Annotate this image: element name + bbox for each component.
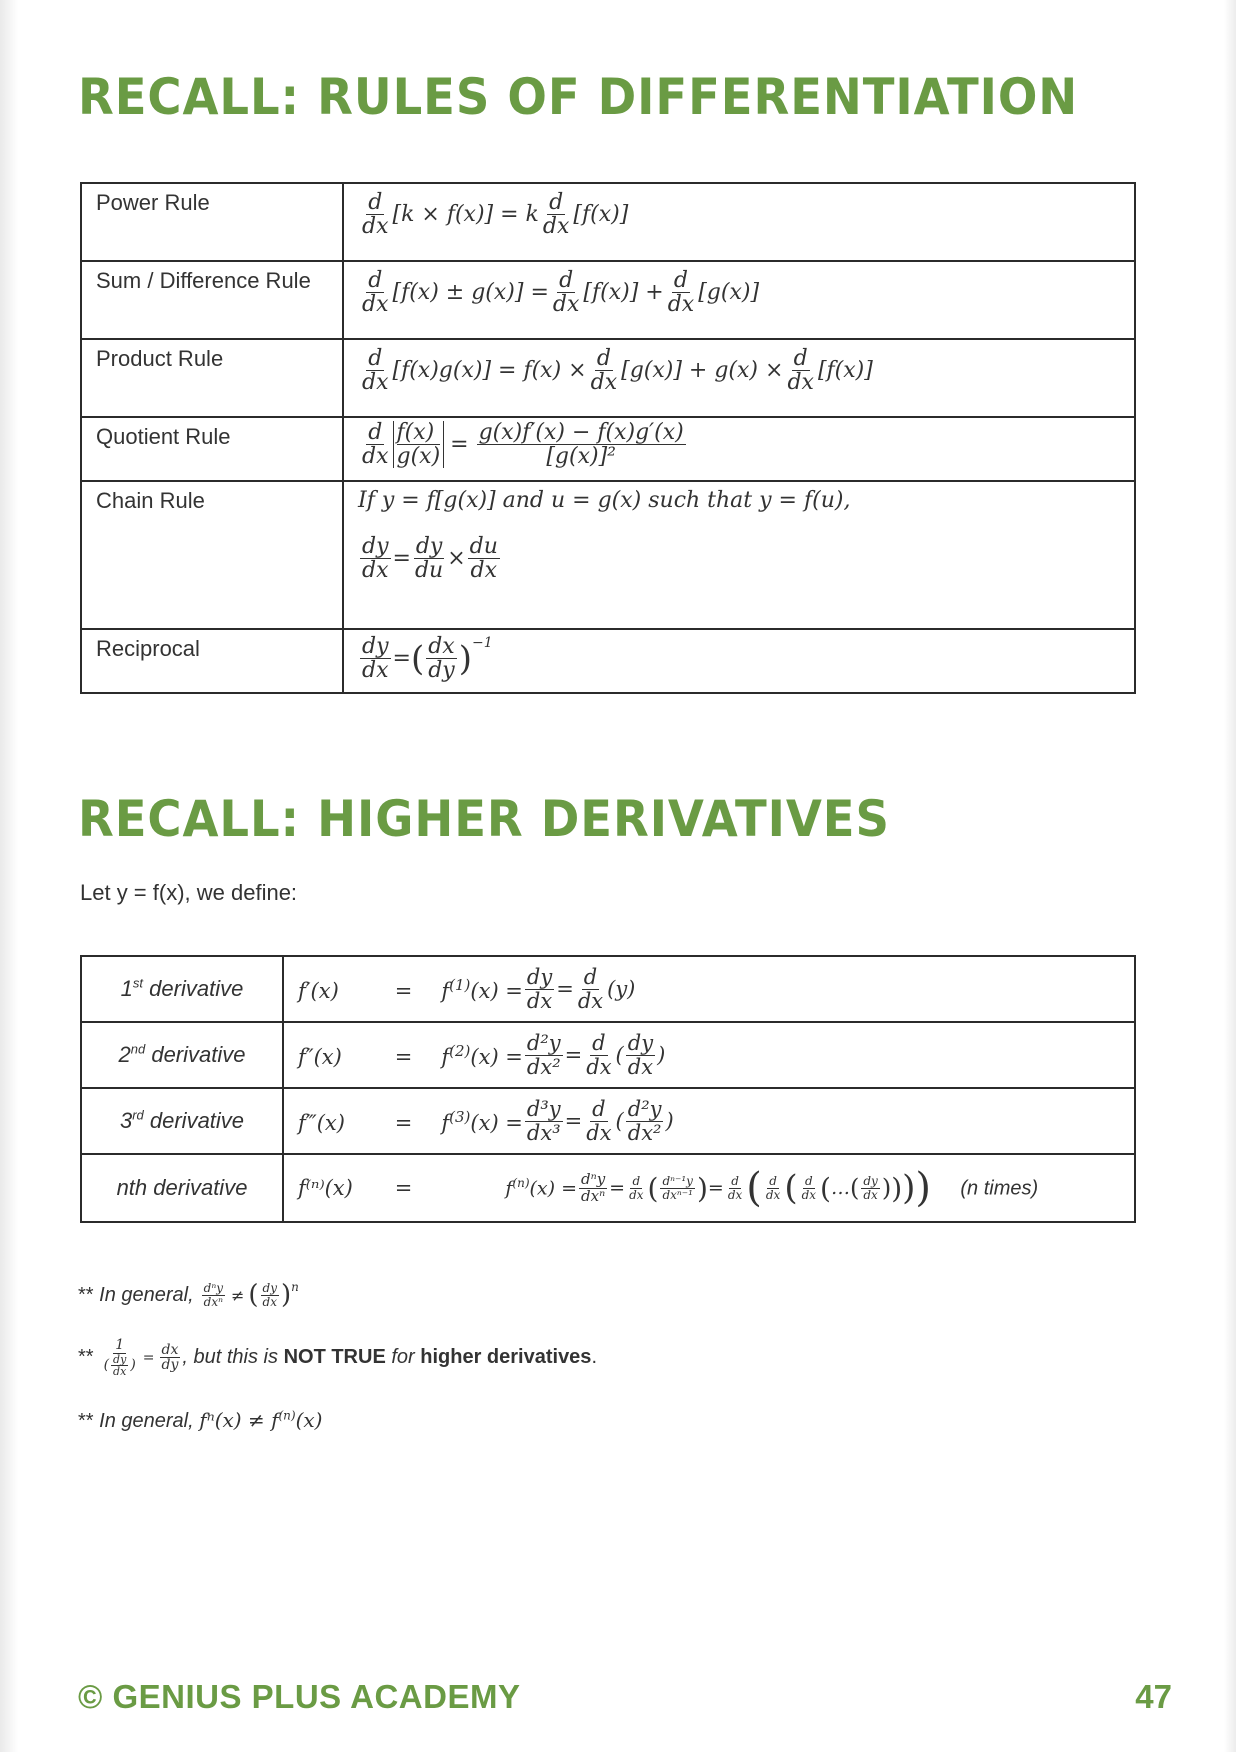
note2-mid: for (391, 1346, 415, 1369)
note-prefix: ** (78, 1283, 94, 1306)
higher-derivatives-title: RECALL: HIGHER DERIVATIVES (78, 790, 890, 848)
table-row (81, 1154, 1135, 1222)
rule-name: Product Rule (81, 339, 343, 417)
note2-text: , but this is (182, 1346, 278, 1369)
quotient-rule-formula: $\frac{d}{dx}$ $\frac{f(x)}{g(x)}$ = $\frac{g(x)f'(x) - f(x)g'(x)}{\text{[g(x)]²}}$ (343, 417, 1135, 481)
note-reciprocal-caveat: ** 1 ( $\frac{dy}{dx}$ ) = $\frac{dx}{dy}$ , but this is NOT TRUE for higher derivatives . (78, 1337, 597, 1379)
sum-rule-formula: $\frac{d}{dx}$ [f(x) ± g(x)] = $\frac{d}{dx}$ [f(x)] + $\frac{d}{dx}$ [g(x)] (343, 261, 1135, 339)
table-row (81, 183, 1135, 261)
derivative-label: 1st derivative (81, 956, 283, 1022)
note-prefix: ** (78, 1346, 94, 1369)
chain-rule-formula: If y = f[g(x)] and u = g(x) such that y = f(u), $\frac{dy}{dx}$ = $\frac{dy}{du}$ × $\frac{du}{dx}$ (343, 481, 1135, 629)
derivative-label: 2nd derivative (81, 1022, 283, 1088)
nth-derivative-formula: f⁽ⁿ⁾(x) = $f^{(n)}(x)$ = $\frac{\text{dⁿy}}{\text{dxⁿ}}$ = $\frac{d}{dx}$ ( $\frac{\text{dⁿ⁻¹y}}{\text{dxⁿ⁻¹}}$ ) = $\frac{d}{dx}$ ( $\frac{d}{dx}$ ( $\frac{d}{dx}$ ( … ( $\frac{dy}{dx}$ ) ) ) ) (n times) (283, 1154, 1135, 1222)
note2-emphasis: NOT TRUE (283, 1346, 386, 1369)
derivative-label: nth derivative (81, 1154, 283, 1222)
product-rule-formula: $\frac{d}{dx}$ [f(x)g(x)] = f(x) × $\frac{d}{dx}$ [g(x)] + g(x) × $\frac{d}{dx}$ [f(x)] (343, 339, 1135, 417)
table-row (81, 629, 1135, 693)
table-row (81, 417, 1135, 481)
rule-name: Chain Rule (81, 481, 343, 629)
note-power-vs-derivative: ** In general, $f^n(x) \ne f^{(n)}(x)$ (78, 1408, 323, 1432)
table-row (81, 1022, 1135, 1088)
note1-text: In general, (99, 1283, 194, 1306)
derivatives-table (80, 955, 1136, 1223)
footer-brand: © GENIUS PLUS ACADEMY (78, 1678, 521, 1715)
table-row (81, 481, 1135, 629)
first-derivative-formula: f′(x) = $f^{(1)}(x)$ = $\frac{dy}{dx}$ = $\frac{d}{dx}$ (y) (283, 956, 1135, 1022)
rule-name: Power Rule (81, 183, 343, 261)
note-prefix: ** (78, 1410, 94, 1432)
second-derivative-formula: f″(x) = $f^{(2)}(x)$ = $\frac{\text{d²y}}{\text{dx²}}$ = $\frac{d}{dx}$ ( $\frac{dy}{dx}$ ) (283, 1022, 1135, 1088)
page-edge-shadow-right (1224, 0, 1236, 1752)
rules-section-title: RECALL: RULES OF DIFFERENTIATION (78, 68, 1079, 126)
page-number: 47 (1135, 1678, 1172, 1715)
note3-text: In general, (99, 1410, 194, 1432)
third-derivative-formula: f‴(x) = $f^{(3)}(x)$ = $\frac{\text{d³y}}{\text{dx³}}$ = $\frac{d}{dx}$ ( $\frac{\text{d²y}}{\text{dx²}}$ ) (283, 1088, 1135, 1154)
table-row (81, 1088, 1135, 1154)
table-row (81, 339, 1135, 417)
definition-intro: Let y = f(x), we define: (80, 880, 298, 905)
chain-rule-intro: If y = f[g(x)] and u = g(x) such that y = f(u), (358, 488, 851, 513)
power-rule-formula: $\frac{d}{dx}$ [k × f(x)] = k $\frac{d}{dx}$ [f(x)] (343, 183, 1135, 261)
rules-table (80, 182, 1136, 694)
page-edge-shadow (0, 0, 18, 1752)
rule-name: Quotient Rule (81, 417, 343, 481)
reciprocal-formula: $\frac{dy}{dx}$ = ( $\frac{dx}{dy}$ ) $^{-1}$ (343, 629, 1135, 693)
table-row (81, 261, 1135, 339)
rule-name: Sum / Difference Rule (81, 261, 343, 339)
note-general-power: ** In general, $\frac{\text{dⁿy}}{\text{dxⁿ}}$ ≠ ( $\frac{dy}{dx}$ ) $^n$ (78, 1280, 299, 1310)
note2-emphasis-2: higher derivatives (420, 1346, 592, 1369)
table-row (81, 956, 1135, 1022)
derivative-label: 3rd derivative (81, 1088, 283, 1154)
n-times-label: (n times) (960, 1177, 1039, 1200)
rule-name: Reciprocal (81, 629, 343, 693)
